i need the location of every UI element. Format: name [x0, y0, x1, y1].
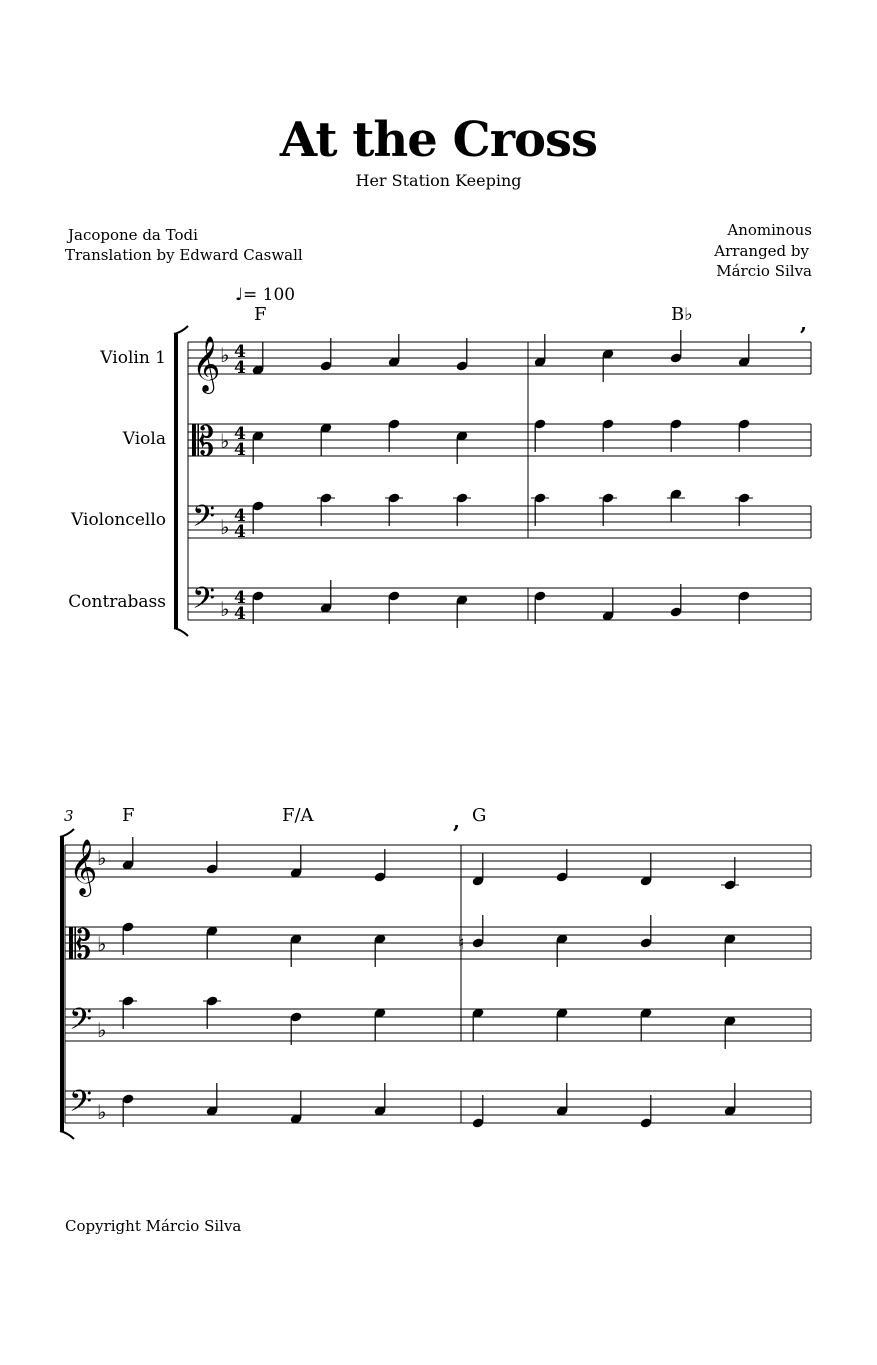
- alto-clef-icon: 𝄡: [192, 419, 215, 465]
- score-title: At the Cross: [279, 112, 598, 168]
- tempo-value: = 100: [243, 285, 296, 305]
- bracket-top-hook: [174, 326, 188, 334]
- composer-credit: Anominous: [727, 221, 812, 239]
- bass-clef-icon: 𝄢: [192, 500, 216, 541]
- key-flat-icon: ♭: [97, 846, 107, 870]
- instrument-label-violin: Violin 1: [100, 348, 166, 368]
- key-flat-icon: ♭: [97, 1018, 107, 1042]
- key-flat-icon: ♭: [97, 1100, 107, 1124]
- time-signature-top: 4: [234, 588, 246, 608]
- translator-credit: Translation by Edward Caswall: [65, 246, 303, 264]
- arranger-label: Arranged by: [714, 242, 809, 260]
- alto-clef-icon: 𝄡: [69, 922, 92, 968]
- poet-credit: Jacopone da Todi: [68, 226, 198, 244]
- treble-clef-icon: 𝄞: [69, 839, 98, 895]
- quarter-note-icon: ♩: [235, 285, 244, 305]
- bracket-top-hook: [60, 829, 74, 837]
- time-signature-bottom: 4: [234, 522, 246, 542]
- key-flat-icon: ♭: [220, 597, 230, 621]
- time-signature-bottom: 4: [234, 604, 246, 624]
- bass-clef-icon: 𝄢: [69, 1085, 93, 1126]
- chord-symbol: G: [472, 805, 487, 826]
- score-subtitle: Her Station Keeping: [355, 171, 522, 190]
- breath-mark: ,: [453, 809, 460, 833]
- instrument-label-contrabass: Contrabass: [68, 592, 166, 612]
- instrument-label-viola: Viola: [122, 429, 166, 449]
- treble-clef-icon: 𝄞: [192, 336, 221, 392]
- key-flat-icon: ♭: [220, 343, 230, 367]
- time-signature-bottom: 4: [234, 440, 246, 460]
- natural-sign-icon: ♮: [458, 933, 465, 954]
- key-flat-icon: ♭: [97, 932, 107, 956]
- breath-mark: ,: [800, 311, 807, 335]
- key-flat-icon: ♭: [220, 515, 230, 539]
- chord-symbol: B♭: [671, 304, 693, 325]
- time-signature-top: 4: [234, 424, 246, 444]
- time-signature-bottom: 4: [234, 358, 246, 378]
- bass-clef-icon: 𝄢: [192, 582, 216, 623]
- bracket-bottom-hook: [174, 628, 188, 636]
- chord-symbol: F/A: [282, 805, 314, 826]
- copyright-notice: Copyright Márcio Silva: [65, 1217, 242, 1235]
- bracket-bottom-hook: [60, 1131, 74, 1139]
- key-flat-icon: ♭: [220, 429, 230, 453]
- chord-symbol: F: [122, 805, 135, 826]
- time-signature-top: 4: [234, 342, 246, 362]
- arranger-name: Márcio Silva: [716, 262, 812, 280]
- measure-number: 3: [64, 807, 74, 825]
- instrument-label-cello: Violoncello: [71, 510, 166, 530]
- time-signature-top: 4: [234, 506, 246, 526]
- bass-clef-icon: 𝄢: [69, 1003, 93, 1044]
- chord-symbol: F: [254, 304, 267, 325]
